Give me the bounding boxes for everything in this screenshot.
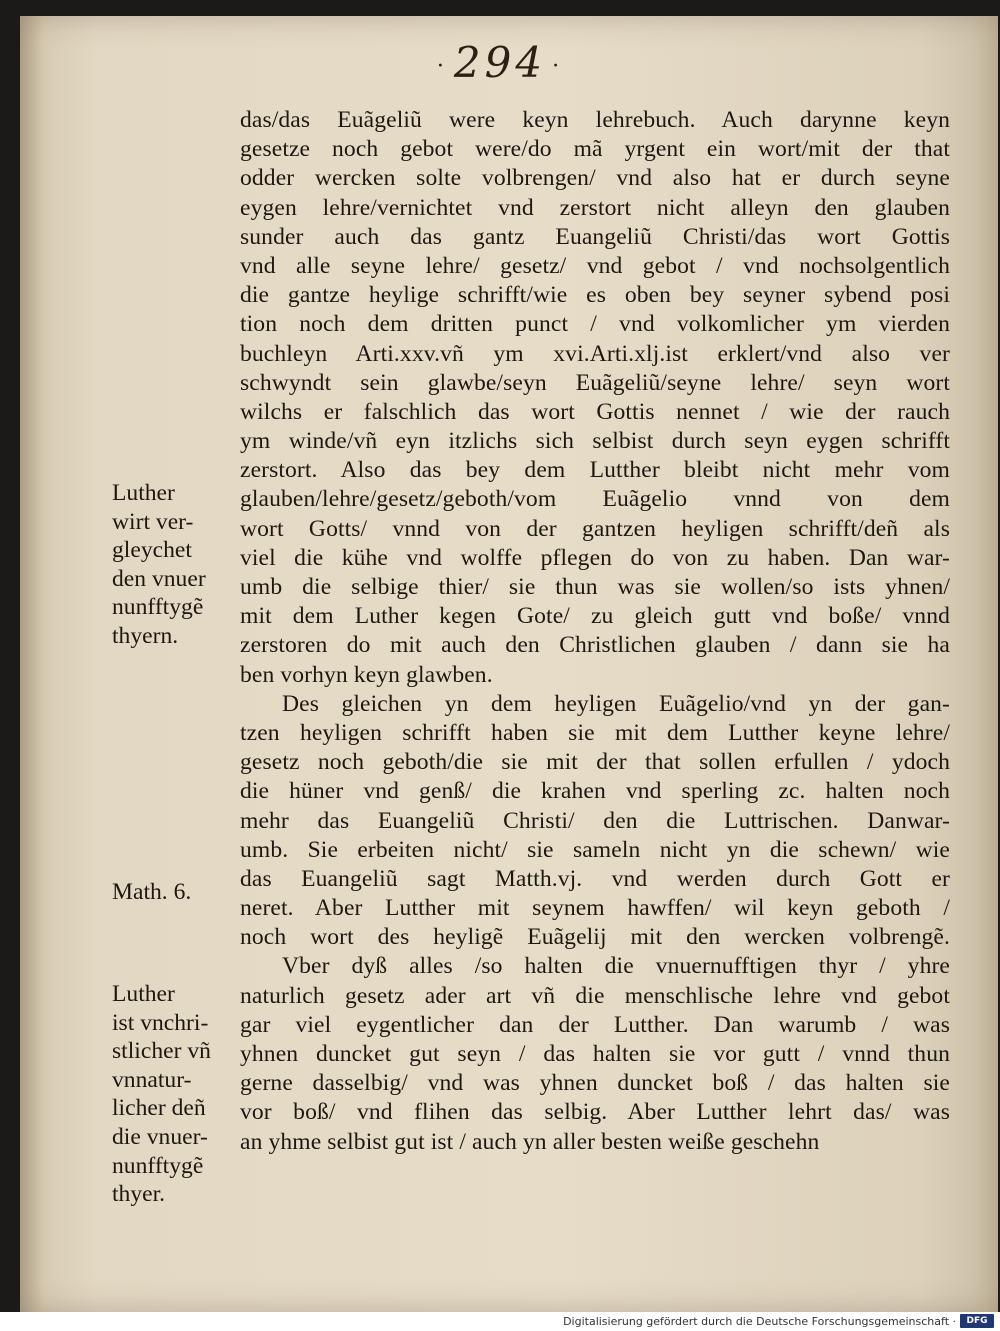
text-line: tion noch dem dritten punct / vnd volkomlicher ym vierden bbox=[240, 311, 950, 338]
margin-note-line: Math. 6. bbox=[112, 879, 192, 905]
margin-note-line: nunfftygẽ bbox=[112, 594, 204, 621]
text-line: buchleyn Arti.xxv.vñ ym xvi.Arti.xlj.ist erklert/vnd also ver bbox=[240, 340, 950, 367]
text-line: das Euangeliũ sagt Matth.vj. vnd werden durch Gott er bbox=[240, 865, 950, 892]
text-line: Vber dyß alles /so halten die vnuernufftigen thyr / yhre bbox=[282, 953, 950, 980]
text-line: gesetz noch geboth/die sie mit der that sollen erfullen / ydoch bbox=[240, 749, 950, 776]
text-line: glauben/lehre/gesetz/geboth/vom Euãgelio vnnd von dem bbox=[240, 486, 950, 513]
text-line: umb die selbige thier/ sie thun was sie wollen/so ists yhnen/ bbox=[240, 574, 950, 600]
dfg-logo: DFG bbox=[960, 1314, 994, 1328]
text-line: viel die kühe vnd wolffe pflegen do von zu haben. Dan war- bbox=[240, 544, 950, 571]
text-line: an yhme selbist gut ist / auch yn aller besten weiße geschehn bbox=[240, 1128, 820, 1155]
text-line: gesetze noch gebot were/do mã yrgent ein wort/mit der that bbox=[240, 136, 950, 163]
text-line: das/das Euãgeliũ were keyn lehrebuch. Auch darynne keyn bbox=[240, 107, 950, 133]
text-line: Des gleichen yn dem heyligen Euãgelio/vnd yn der gan- bbox=[282, 690, 950, 717]
text-line: schwyndt sein glawbe/seyn Euãgeliũ/seyne lehre/ seyn wort bbox=[240, 369, 950, 396]
text-line: ben vorhyn keyn glawben. bbox=[240, 661, 493, 688]
margin-note-line: wirt ver- bbox=[112, 508, 194, 535]
text-line: noch wort des heyligẽ Euãgelij mit den wercken volbrengẽ. bbox=[240, 924, 950, 951]
text-line: vnd alle seyne lehre/ gesetz/ vnd gebot / vnd nochsolgentlich bbox=[240, 252, 950, 279]
text-line: mehr das Euangeliũ Christi/ den die Luttrischen. Danwar- bbox=[240, 807, 950, 834]
text-line: mit dem Luther kegen Gote/ zu gleich gutt vnd boße/ vnnd bbox=[240, 603, 950, 630]
margin-note-line: ist vnchri- bbox=[112, 1009, 209, 1036]
text-line: umb. Sie erbeiten nicht/ sie sameln nicht yn die schewn/ wie bbox=[240, 836, 950, 863]
text-line: vor boß/ vnd flihen das selbig. Aber Lutther lehrt das/ was bbox=[240, 1099, 950, 1126]
text-line: yhnen duncket gut seyn / das halten sie vor gutt / vnnd thun bbox=[240, 1041, 950, 1067]
page-number: · 294 · bbox=[436, 38, 564, 87]
margin-note-line: vnnatur- bbox=[112, 1066, 192, 1093]
body-text bbox=[240, 106, 950, 1157]
text-line: wort Gotts/ vnnd von der gantzen heyligen schrifft/deñ als bbox=[240, 515, 950, 542]
margin-note-line: licher deñ bbox=[112, 1095, 206, 1122]
text-line: tzen heyligen schrifft haben sie mit dem Lutther keyne lehre/ bbox=[240, 719, 950, 746]
margin-note-line: stlicher vñ bbox=[112, 1038, 211, 1065]
text-line: eygen lehre/vernichtet vnd zerstort nicht alleyn den glauben bbox=[240, 194, 950, 221]
margin-note-line: die vnuer- bbox=[112, 1123, 208, 1150]
text-line: odder wercken solte volbrengen/ vnd also hat er durch seyne bbox=[240, 165, 950, 192]
margin-note-line: thyern. bbox=[112, 622, 179, 649]
text-line: wilchs er falschlich das wort Gottis nennet / wie der rauch bbox=[240, 398, 950, 425]
text-line: zerstoren do mit auch den Christlichen glauben / dann sie ha bbox=[240, 632, 950, 659]
text-line: naturlich gesetz ader art vñ die menschlische lehre vnd gebot bbox=[240, 982, 950, 1009]
margin-note-line: den vnuer bbox=[112, 565, 206, 592]
text-line: die hüner vnd genß/ die krahen vnd sperling zc. halten noch bbox=[240, 778, 950, 805]
margin-note-line: nunfftygẽ bbox=[112, 1152, 204, 1179]
text-line: die gantze heylige schrifft/wie es oben bey seyner sybend posi bbox=[240, 282, 950, 309]
text-line: sunder auch das gantz Euangeliũ Christi/das wort Gottis bbox=[240, 223, 950, 250]
text-line: neret. Aber Lutther mit seynem hawffen/ wil keyn geboth / bbox=[240, 895, 950, 922]
text-line: gar viel eygentlicher dan der Lutther. Dan warumb / was bbox=[240, 1011, 950, 1038]
margin-note-line: thyer. bbox=[112, 1181, 166, 1208]
footer-bar bbox=[0, 1312, 1000, 1331]
text-line: ym winde/vñ eyn itzlichs sich selbist durch seyn eygen schrifft bbox=[240, 428, 950, 455]
margin-note-line: Luther bbox=[112, 480, 175, 506]
funding-credit: Digitalisierung gefördert durch die Deutsche Forschungsgemeinschaft · bbox=[563, 1315, 956, 1328]
margin-note-line: Luther bbox=[112, 981, 175, 1007]
text-line: gerne dasselbig/ vnd was yhnen duncket boß / das halten sie bbox=[240, 1070, 950, 1097]
margin-note bbox=[112, 980, 242, 1209]
margin-note-line: gleychet bbox=[112, 537, 192, 564]
text-line: zerstort. Also das bey dem Lutther bleibt nicht mehr vom bbox=[240, 457, 950, 484]
margin-note bbox=[112, 479, 242, 651]
margin-note bbox=[112, 878, 242, 907]
